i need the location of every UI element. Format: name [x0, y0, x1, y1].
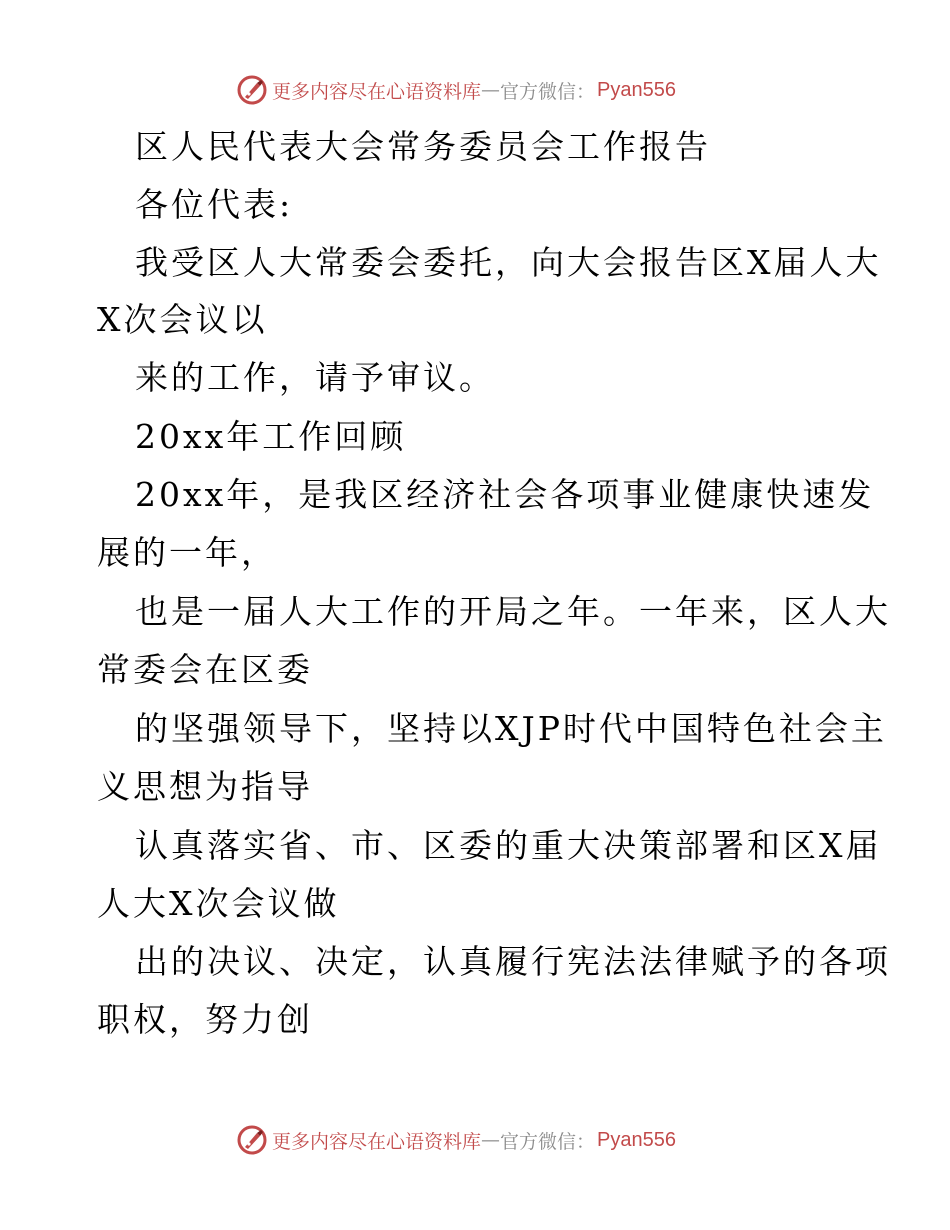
banner-wechat-label: 官方微信： [500, 1130, 596, 1153]
header-banner [236, 73, 676, 107]
banner-wechat-label: 官方微信： [500, 80, 596, 103]
section-heading: 20xx年工作回顾 [135, 417, 407, 456]
banner-separator: — [481, 79, 501, 101]
paragraph-line: 义思想为指导 [97, 767, 313, 806]
paragraph-line: 展的一年， [97, 533, 277, 572]
paragraph-line: 认真落实省、市、区委的重大决策部署和区X届 [135, 826, 882, 865]
paragraph-line: 职权，努力创 [97, 1000, 313, 1039]
banner-text: 更多内容尽在心语资料库 [272, 1130, 482, 1153]
paragraph-line: 20xx年，是我区经济社会各项事业健康快速发 [135, 475, 875, 514]
banner-wechat-id: Pyan556 [597, 1128, 676, 1151]
banner-text: 更多内容尽在心语资料库 [272, 80, 482, 103]
paragraph-line: 出的决议、决定，认真履行宪法法律赋予的各项 [135, 942, 891, 981]
paragraph-line: X次会议以 [97, 300, 268, 339]
paragraph-line: 人大X次会议做 [97, 884, 340, 923]
banner-wechat-id: Pyan556 [597, 78, 676, 101]
pen-nib-logo-icon [236, 74, 268, 106]
banner-separator: — [481, 1129, 501, 1151]
pen-nib-logo-icon [236, 1124, 268, 1156]
paragraph-line: 来的工作，请予审议。 [135, 358, 495, 397]
paragraph-line: 的坚强领导下，坚持以XJP时代中国特色社会主 [135, 709, 887, 748]
paragraph-line: 我受区人大常委会委托，向大会报告区X届人大 [135, 243, 882, 282]
paragraph-line: 也是一届人大工作的开局之年。一年来，区人大 [135, 592, 891, 631]
salutation: 各位代表: [135, 185, 294, 224]
paragraph-line: 常委会在区委 [97, 650, 313, 689]
document-title: 区人民代表大会常务委员会工作报告 [135, 127, 711, 166]
footer-banner [236, 1123, 676, 1157]
